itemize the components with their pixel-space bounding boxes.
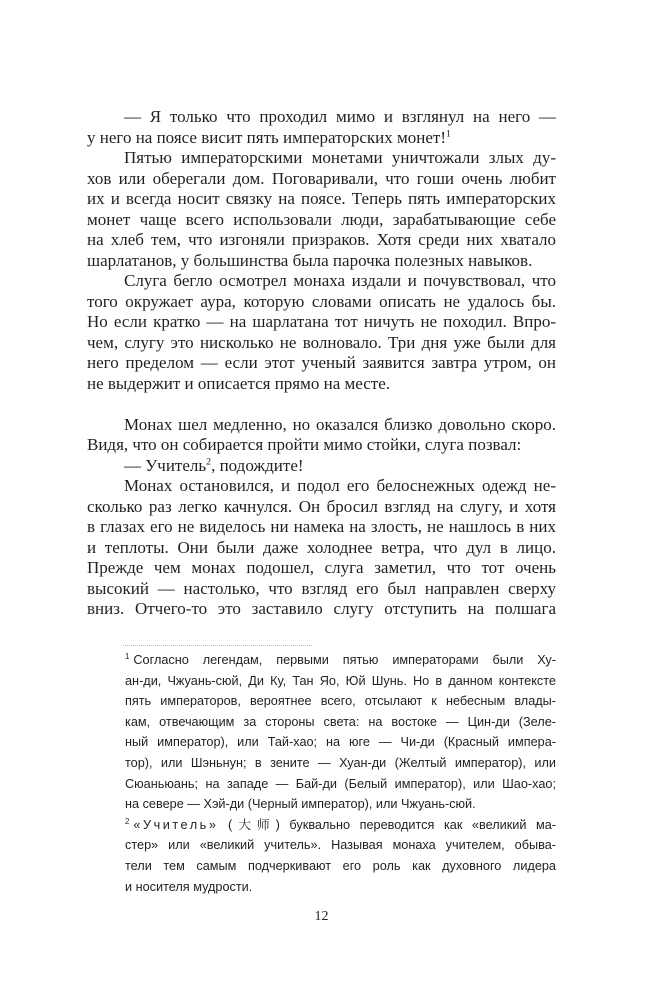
footnote-separator: [123, 645, 312, 646]
line-text: в глазах его не виделось ни намека на злость, не нашлось в них: [87, 517, 556, 536]
footnote: [125, 815, 556, 897]
line-text: их и всегда носит связку на поясе. Теперь пять императорских: [87, 189, 556, 208]
footnote-text: пять императоров, вероятнее всего, отсылают к небесным влады-: [125, 694, 556, 709]
text-line: [87, 517, 556, 538]
line-text: — Я только что проходил мимо и взглянул на него —: [124, 107, 556, 126]
text-line: [87, 456, 556, 477]
footnote-text: и носителя мудрости.: [125, 879, 253, 894]
text-line: [87, 435, 556, 456]
footnote: [125, 650, 556, 815]
line-text: чем, слугу это нисколько не волновало. Три дня уже были для: [87, 332, 556, 352]
footnote-line: [125, 877, 556, 898]
paragraph: [87, 456, 556, 477]
footnotes: [125, 650, 556, 897]
text-line: [87, 374, 556, 395]
footnote-term: «Учитель»: [133, 817, 219, 832]
footnote-text: стер» или «великий учитель». Называя монаха учителем, обыва-: [125, 838, 556, 853]
line-text: вниз. Отчего-то это заставило слугу отступить на полшага: [87, 599, 556, 618]
footnote-text: ный император), или Тай-хао; на юге — Чи-ди (Красный импера-: [125, 735, 556, 750]
footnote-number: 2: [125, 816, 130, 826]
line-text: Пятью императорскими монетами уничтожали злых ду-: [124, 148, 556, 167]
line-text: сколько раз легко качнулся. Он бросил взгляд на слугу, и хотя: [87, 496, 556, 516]
paragraph: [87, 107, 556, 148]
footnote-text: тор), или Шэньнун; в зените — Хуан-ди (Желтый император), или: [125, 755, 556, 770]
line-text: шарлатанов, у большинства была парочка полезных навыков.: [87, 250, 533, 270]
line-text: и теплоты. Они были даже холоднее ветра, что дул в лицо.: [87, 537, 556, 557]
text-line: [87, 107, 556, 128]
footnote-ref: 2: [206, 455, 212, 467]
line-text: не выдержит и описается прямо на месте.: [87, 373, 391, 393]
line-text: него пределом — если этот ученый заявится завтра утром, он: [87, 353, 556, 372]
footnote-number: 1: [125, 651, 130, 661]
text-line: [87, 333, 556, 354]
text-line: [87, 415, 556, 436]
footnote-line: [125, 753, 556, 774]
body-text: [87, 107, 556, 620]
footnote-line: [125, 815, 556, 836]
line-text: Но если кратко — на шарлатана тот ничуть не походил. Впро-: [87, 312, 556, 331]
footnote-line: [125, 774, 556, 795]
line-text: Монах шел медленно, но оказался близко довольно скоро.: [124, 414, 556, 434]
footnote-line: [125, 732, 556, 753]
line-text: Прежде чем монах подошел, слуга заметил, что тот очень: [87, 558, 556, 577]
footnote-line: [125, 794, 556, 815]
page-number: 12: [314, 909, 329, 924]
text-line: [87, 599, 556, 620]
footnote-text: тели тем самым подчеркивают его роль как духовного лидера: [125, 858, 556, 873]
footnote-ref: 1: [445, 127, 451, 139]
footnote-text: Согласно легендам, первыми пятью императорами были Ху-: [133, 653, 556, 667]
paragraph: [87, 148, 556, 271]
footnote-text: Сюаньюань; на западе — Бай-ди (Белый император), или Шао-хао;: [125, 776, 556, 791]
footnote-text: на севере — Хэй-ди (Черный император), или Чжуань-сюй.: [125, 797, 476, 812]
line-text: хов или оберегали дом. Поговаривали, что гоши очень любит: [87, 168, 556, 188]
text-line: [87, 353, 556, 374]
footnote-text: (大师) буквально переводится как «великий ма-: [218, 817, 556, 832]
line-text: — Учитель: [124, 455, 207, 475]
text-line: [87, 558, 556, 579]
line-text: монет чаще всего использовали люди, зарабатывающие себе: [87, 209, 556, 229]
text-line: [87, 251, 556, 272]
text-line: [87, 476, 556, 497]
text-line: [87, 312, 556, 333]
line-text: Монах остановился, и подол его белоснежных одежд не-: [124, 476, 556, 495]
text-line: [87, 538, 556, 559]
line-text: высокий — настолько, что взгляд его был направлен сверху: [87, 578, 556, 598]
text-line: [87, 210, 556, 231]
line-text: Видя, что он собирается пройти мимо стойки, слуга позвал:: [87, 435, 522, 454]
footnote-text: ан-ди, Чжуань-сюй, Ди Ку, Тан Яо, Юй Шунь. Но в данном контексте: [125, 673, 556, 688]
footnote-text: кам, отвечающим за стороны света: на востоке — Цин-ди (Зеле-: [125, 714, 556, 729]
text-line: [87, 189, 556, 210]
text-line: [87, 230, 556, 251]
footnote-line: [125, 835, 556, 856]
footnote-line: [125, 691, 556, 712]
text-line: [87, 271, 556, 292]
paragraph: [87, 271, 556, 394]
footnote-line: [125, 671, 556, 692]
footnote-line: [125, 856, 556, 877]
paragraph: [87, 415, 556, 456]
footnote-line: [125, 650, 556, 671]
line-text-after: , подождите!: [211, 455, 304, 475]
text-line: [87, 148, 556, 169]
paragraph: [87, 476, 556, 620]
section-break: [87, 394, 556, 415]
text-line: [87, 497, 556, 518]
line-text: на хлеб тем, что изгоняли призраков. Хотя среди них хватало: [87, 230, 556, 249]
text-line: [87, 579, 556, 600]
footnote-line: [125, 712, 556, 733]
line-text: у него на поясе висит пять императорских монет!: [87, 127, 446, 147]
text-line: [87, 128, 556, 149]
line-text: Слуга бегло осмотрел монаха издали и почувствовал, что: [124, 271, 556, 290]
line-text: того окружает аура, которую словами описать не удалось бы.: [87, 291, 556, 311]
text-line: [87, 169, 556, 190]
text-line: [87, 292, 556, 313]
